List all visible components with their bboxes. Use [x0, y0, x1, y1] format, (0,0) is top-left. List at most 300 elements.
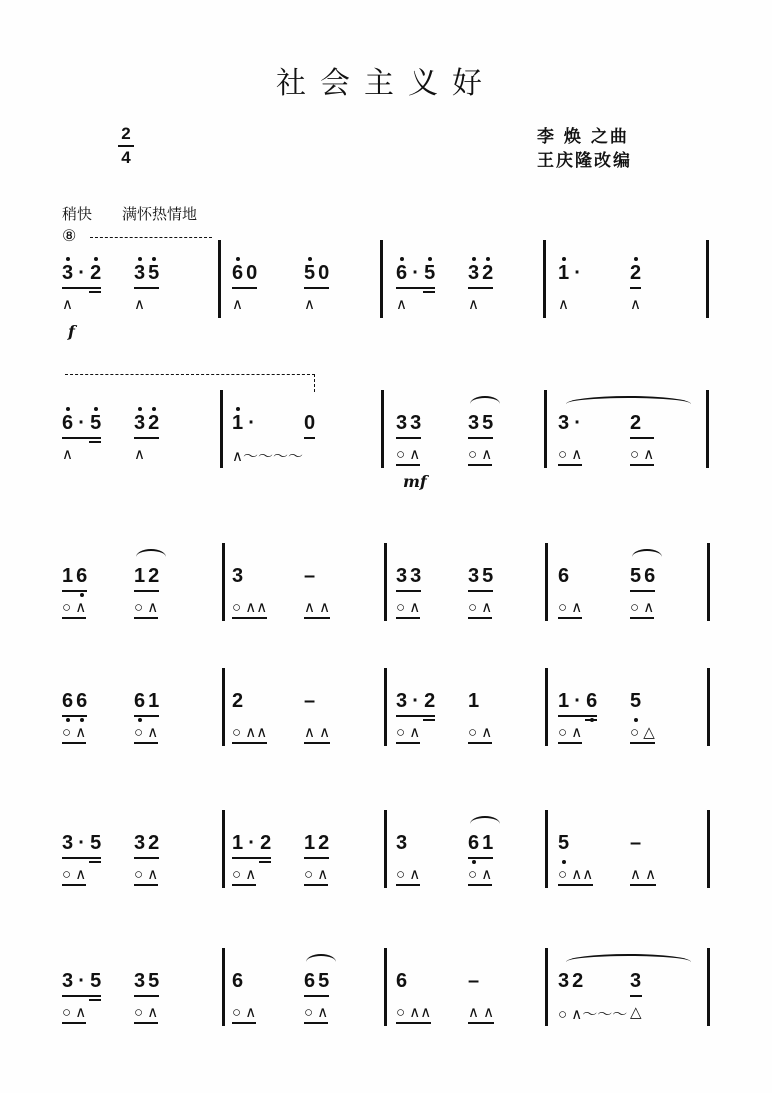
beat [396, 565, 421, 617]
dot-extension: · [78, 970, 85, 992]
underline [558, 715, 597, 717]
note: 6 [468, 832, 480, 854]
sub-underline [89, 291, 101, 293]
note-group [232, 970, 256, 993]
marks-underline [62, 742, 86, 744]
note: 2 [318, 832, 330, 854]
note: 3 [134, 412, 146, 434]
note-group [558, 565, 582, 588]
underline [304, 437, 315, 439]
composer-credit: 李 焕 之曲 [537, 127, 629, 147]
slur-arc [306, 954, 336, 970]
underline [62, 857, 101, 859]
note: 5 [558, 832, 570, 854]
underline [468, 437, 493, 439]
note-group [62, 690, 87, 713]
sub-underline [423, 719, 435, 721]
note: 5 [630, 565, 642, 587]
beat [630, 832, 656, 884]
note: 1 [304, 832, 316, 854]
note: 1 [232, 832, 244, 854]
note: 5 [148, 970, 160, 992]
breath-marks: ○ ∧ [558, 598, 582, 616]
breath-marks: ○ ∧ [468, 865, 492, 883]
beat [468, 832, 493, 884]
note-group [304, 832, 329, 855]
breath-marks: ○ ∧∧ [396, 1003, 431, 1021]
note: 3 [558, 970, 570, 992]
marks-underline [304, 742, 330, 744]
note-group [304, 690, 330, 713]
breath-marks: ○ ∧∧ [232, 723, 267, 741]
note-group [304, 565, 330, 588]
note: 3 [558, 412, 570, 434]
note: 3 [232, 565, 244, 587]
arranger-credit: 王庆隆改编 [537, 151, 632, 171]
underline [304, 995, 329, 997]
note: 6 [586, 690, 598, 712]
breath-marks: ○ ∧ [396, 598, 420, 616]
note-group [558, 262, 583, 285]
marks-underline [558, 742, 582, 744]
note: 6 [134, 690, 146, 712]
note-group [232, 262, 257, 285]
note: 5 [482, 565, 494, 587]
breath-marks: ○ ∧ [630, 445, 654, 463]
note: 3 [396, 690, 408, 712]
marks-underline [232, 742, 267, 744]
beat [304, 262, 329, 314]
note: – [304, 690, 316, 712]
note-group [558, 970, 627, 993]
note-group [62, 565, 87, 588]
breath-marks: ∧ [232, 296, 243, 313]
note: 5 [424, 262, 436, 284]
dot-extension: · [574, 690, 581, 712]
beat [630, 412, 654, 464]
beat [468, 412, 493, 464]
underline [630, 437, 654, 439]
note: 6 [644, 565, 656, 587]
slur-arc [136, 549, 166, 565]
note: 0 [246, 262, 258, 284]
beat [396, 262, 435, 314]
breath-marks: ○ ∧ [468, 445, 492, 463]
breath-marks: ○ ∧ [134, 598, 158, 616]
breath-marks: ○ ∧ [134, 1003, 158, 1021]
beat [558, 690, 597, 742]
marks-underline [304, 884, 328, 886]
barline [222, 810, 225, 888]
underline [468, 857, 493, 859]
dot-extension: · [78, 412, 85, 434]
underline [396, 715, 435, 717]
note: 6 [558, 565, 570, 587]
breath-marks: ○ ∧ [134, 723, 158, 741]
note: 1 [232, 412, 244, 434]
beat [630, 690, 655, 742]
note: 3 [134, 970, 146, 992]
note-group [134, 690, 159, 713]
beat [232, 412, 303, 466]
note: 5 [482, 412, 494, 434]
breath-marks: ○ ∧ [62, 1003, 86, 1021]
breath-marks: ∧ [62, 446, 73, 463]
beat [134, 565, 159, 617]
underline [62, 437, 101, 439]
dot-extension: · [412, 262, 419, 284]
note: 3 [410, 565, 422, 587]
note-group [630, 565, 655, 588]
breath-marks: ∧〜〜〜〜 [232, 448, 303, 465]
note: 3 [62, 832, 74, 854]
note: 6 [62, 690, 74, 712]
marks-underline [558, 884, 593, 886]
barline [707, 948, 710, 1026]
marks-underline [630, 742, 655, 744]
note: 2 [148, 565, 160, 587]
note: 5 [90, 832, 102, 854]
marks-underline [232, 884, 256, 886]
slur-arc [632, 549, 662, 565]
breath-marks: △ [630, 1004, 642, 1021]
marks-underline [468, 464, 492, 466]
beat [396, 412, 421, 464]
note: 2 [148, 832, 160, 854]
note: 2 [148, 412, 160, 434]
note-group [396, 262, 435, 285]
beat [396, 970, 431, 1022]
note: 1 [148, 690, 160, 712]
note-group [62, 832, 101, 855]
note-group [62, 412, 101, 435]
dynamic-mf: mf [403, 472, 427, 491]
breath-marks: ∧ ∧ [304, 723, 330, 741]
note: 2 [260, 832, 272, 854]
marks-underline [468, 884, 492, 886]
breath-marks: ∧ [630, 296, 641, 313]
marks-underline [232, 617, 267, 619]
note: 2 [90, 262, 102, 284]
tempo-marking: 稍快 [62, 205, 93, 223]
marks-underline [468, 1022, 494, 1024]
beat [232, 970, 256, 1022]
marks-underline [558, 464, 582, 466]
sub-underline [89, 999, 101, 1001]
sub-underline [585, 719, 597, 721]
note-group [62, 970, 101, 993]
beat [304, 832, 329, 884]
note: 5 [304, 262, 316, 284]
note: 2 [630, 262, 642, 284]
note-group [630, 832, 656, 855]
marks-underline [62, 884, 86, 886]
marks-underline [304, 617, 330, 619]
ottava-sign: ⑧ [62, 228, 77, 245]
note: 3 [396, 565, 408, 587]
beat [558, 565, 582, 617]
note-group [468, 565, 493, 588]
breath-marks: ○ ∧ [630, 598, 654, 616]
time-signature-line [118, 145, 134, 147]
breath-marks: ○ ∧ [62, 723, 86, 741]
note: 1 [134, 565, 146, 587]
underline [134, 590, 159, 592]
note: 2 [482, 262, 494, 284]
note: 3 [396, 412, 408, 434]
breath-marks: ∧ [304, 296, 315, 313]
note: 2 [232, 690, 244, 712]
underline [630, 995, 642, 997]
barline [220, 390, 223, 468]
barline [706, 390, 709, 468]
note-group [134, 970, 159, 993]
beat [630, 262, 641, 314]
slur-arc [470, 396, 500, 412]
note: 1 [482, 832, 494, 854]
note: 6 [304, 970, 316, 992]
barline [384, 543, 387, 621]
note-group [62, 262, 101, 285]
barline [545, 668, 548, 746]
note-group [396, 690, 435, 713]
barline [222, 543, 225, 621]
note: 3 [410, 412, 422, 434]
underline [62, 590, 87, 592]
marks-underline [232, 1022, 256, 1024]
note-group [396, 832, 420, 855]
marks-underline [630, 884, 656, 886]
dot-extension: · [78, 832, 85, 854]
time-signature-top: 2 [121, 124, 131, 143]
beat [558, 412, 583, 464]
time-signature-bottom: 4 [121, 148, 131, 167]
note-group [232, 832, 271, 855]
marks-underline [304, 1022, 328, 1024]
breath-marks: ○ ∧ [134, 865, 158, 883]
note-group [558, 412, 583, 435]
beat [134, 412, 159, 464]
note-group [558, 832, 593, 855]
barline [222, 668, 225, 746]
breath-marks: ○ ∧∧ [558, 865, 593, 883]
expression-marking: 满怀热情地 [122, 205, 198, 223]
note-group [468, 262, 493, 285]
beat [468, 970, 494, 1022]
marks-underline [396, 742, 420, 744]
beat [62, 970, 101, 1022]
beat [396, 690, 435, 742]
ottava-end [314, 374, 316, 392]
barline [544, 390, 547, 468]
underline [232, 287, 257, 289]
beat [62, 262, 101, 314]
note-group [630, 412, 654, 435]
note: 6 [62, 412, 74, 434]
note: 3 [468, 412, 480, 434]
marks-underline [62, 617, 86, 619]
breath-marks: ∧ [558, 296, 569, 313]
note-group [468, 832, 493, 855]
note: 3 [468, 262, 480, 284]
underline [134, 857, 159, 859]
note: 0 [304, 412, 316, 434]
note: 0 [318, 262, 330, 284]
breath-marks: ○ ∧〜〜〜 [558, 1006, 628, 1023]
marks-underline [558, 617, 582, 619]
slur-arc [566, 954, 691, 970]
note: 6 [396, 262, 408, 284]
breath-marks: ○ ∧ [396, 445, 420, 463]
note-group [304, 412, 315, 435]
barline [545, 810, 548, 888]
breath-marks: ∧ [134, 296, 145, 313]
song-title: 社会主义好 [276, 66, 496, 101]
breath-marks: ○ ∧ [304, 1003, 328, 1021]
note: 5 [318, 970, 330, 992]
barline [222, 948, 225, 1026]
dot-extension: · [574, 262, 581, 284]
barline [380, 240, 383, 318]
underline [304, 287, 329, 289]
sub-underline [423, 291, 435, 293]
beat [232, 565, 267, 617]
note: 6 [232, 970, 244, 992]
note-group [396, 970, 431, 993]
note: 1 [558, 690, 570, 712]
beat [134, 970, 159, 1022]
beat [134, 690, 159, 742]
note: 3 [134, 832, 146, 854]
marks-underline [396, 464, 420, 466]
note-group [232, 565, 267, 588]
beat [134, 262, 159, 314]
barline [707, 810, 710, 888]
breath-marks: ○ ∧ [468, 598, 492, 616]
beat [558, 970, 627, 1024]
note: – [630, 832, 642, 854]
note: 6 [76, 565, 88, 587]
note: 5 [90, 412, 102, 434]
note: 3 [134, 262, 146, 284]
note-group [630, 970, 642, 993]
note: 1 [468, 690, 480, 712]
note-group [134, 412, 159, 435]
breath-marks: ○ ∧ [558, 445, 582, 463]
note: 6 [76, 690, 88, 712]
underline [630, 287, 641, 289]
note-group [396, 412, 421, 435]
note-group [134, 262, 159, 285]
note: – [468, 970, 480, 992]
barline [707, 543, 710, 621]
marks-underline [134, 884, 158, 886]
slur-arc [566, 396, 691, 412]
barline [706, 240, 709, 318]
beat [304, 565, 330, 617]
barline [381, 390, 384, 468]
sub-underline [89, 441, 101, 443]
dot-extension: · [78, 262, 85, 284]
note: – [304, 565, 316, 587]
slur-arc [470, 816, 500, 832]
note: 3 [630, 970, 642, 992]
breath-marks: ○ ∧ [396, 723, 420, 741]
marks-underline [630, 464, 654, 466]
breath-marks: ○ ∧∧ [232, 598, 267, 616]
breath-marks: ○ ∧ [62, 598, 86, 616]
beat [468, 690, 492, 742]
beat [232, 262, 257, 314]
breath-marks: ∧ ∧ [468, 1003, 494, 1021]
note-group [232, 412, 303, 435]
note: 1 [558, 262, 570, 284]
marks-underline [396, 617, 420, 619]
note-group [304, 970, 329, 993]
breath-marks: ○ ∧ [232, 1003, 256, 1021]
beat [630, 565, 655, 617]
note-group [134, 832, 159, 855]
beat [468, 565, 493, 617]
barline [384, 948, 387, 1026]
beat [558, 832, 593, 884]
breath-marks: ∧ [468, 296, 479, 313]
note-group [396, 565, 421, 588]
note: 5 [630, 690, 642, 712]
breath-marks: ∧ ∧ [630, 865, 656, 883]
underline [468, 590, 493, 592]
barline [545, 948, 548, 1026]
breath-marks: ○ ∧ [396, 865, 420, 883]
barline [545, 543, 548, 621]
beat [304, 970, 329, 1022]
barline [384, 668, 387, 746]
beat [62, 690, 87, 742]
note: 3 [62, 262, 74, 284]
underline [62, 287, 101, 289]
marks-underline [468, 742, 492, 744]
note-group [630, 690, 655, 713]
breath-marks: ○ ∧ [62, 865, 86, 883]
note-group [468, 690, 492, 713]
dot-extension: · [574, 412, 581, 434]
underline [134, 437, 159, 439]
beat [134, 832, 159, 884]
note: 6 [232, 262, 244, 284]
marks-underline [134, 1022, 158, 1024]
marks-underline [134, 742, 158, 744]
dynamic-f: f [68, 322, 75, 341]
note-group [304, 262, 329, 285]
note: 2 [424, 690, 436, 712]
underline [468, 287, 493, 289]
note: 2 [572, 970, 584, 992]
underline [630, 590, 655, 592]
note-group [630, 262, 641, 285]
beat [62, 412, 101, 464]
marks-underline [396, 884, 420, 886]
beat [396, 832, 420, 884]
marks-underline [630, 617, 654, 619]
marks-underline [62, 1022, 86, 1024]
beat [232, 832, 271, 884]
ottava-line-continued [65, 374, 315, 375]
breath-marks: ∧ ∧ [304, 598, 330, 616]
breath-marks: ○ △ [630, 723, 655, 741]
beat [304, 690, 330, 742]
beat [630, 970, 642, 1022]
note: 5 [90, 970, 102, 992]
